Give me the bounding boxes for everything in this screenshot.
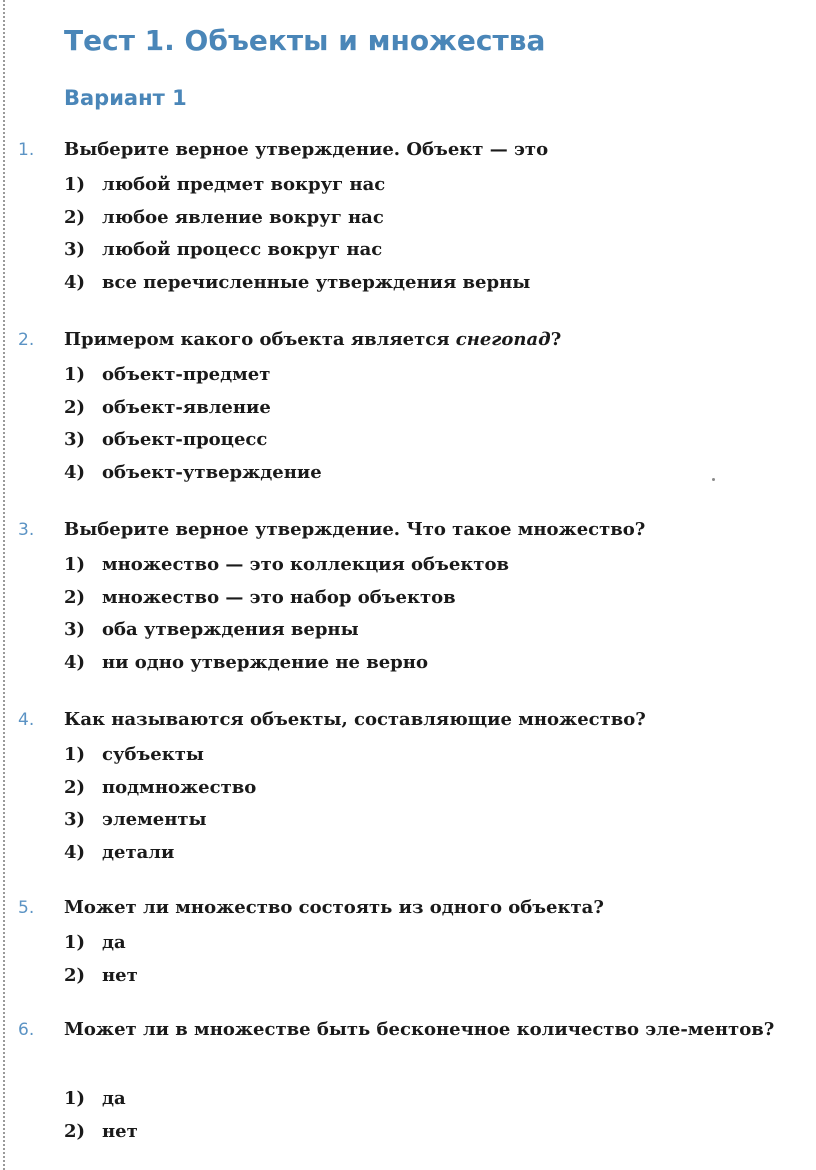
question-text: Может ли множество состоять из одного объекта? bbox=[64, 897, 604, 918]
option-number: 2) bbox=[64, 776, 86, 798]
option-text: множество — это набор объектов bbox=[102, 586, 456, 608]
answer-option[interactable] bbox=[64, 429, 322, 462]
option-number: 2) bbox=[64, 1120, 86, 1142]
scan-speck bbox=[712, 478, 715, 481]
answer-option[interactable] bbox=[64, 809, 256, 842]
option-number: 2) bbox=[64, 964, 86, 986]
question-text: Выберите верное утверждение. Что такое множество? bbox=[64, 519, 646, 540]
option-number: 1) bbox=[64, 554, 86, 575]
option-number: 3) bbox=[64, 429, 86, 450]
option-text: все перечисленные утверждения верны bbox=[102, 271, 531, 293]
answer-option[interactable] bbox=[64, 965, 138, 998]
option-number: 2) bbox=[64, 396, 86, 418]
option-text: любое явление вокруг нас bbox=[102, 206, 384, 228]
option-text: множество — это коллекция объектов bbox=[102, 554, 509, 575]
answer-options bbox=[64, 554, 509, 684]
option-text: ни одно утверждение не верно bbox=[102, 651, 428, 673]
answer-option[interactable] bbox=[64, 842, 256, 875]
answer-option[interactable] bbox=[64, 364, 322, 397]
option-number: 3) bbox=[64, 619, 86, 640]
option-text: объект-предмет bbox=[102, 364, 271, 385]
answer-option[interactable] bbox=[64, 462, 322, 495]
option-text: детали bbox=[102, 841, 175, 863]
option-text: субъекты bbox=[102, 744, 204, 765]
option-text: да bbox=[102, 932, 126, 953]
answer-option[interactable] bbox=[64, 744, 256, 777]
option-text: объект-утверждение bbox=[102, 461, 322, 483]
answer-options bbox=[64, 174, 530, 304]
answer-option[interactable] bbox=[64, 619, 509, 652]
page-edge-dotted-rule bbox=[3, 0, 5, 1170]
question-text: Примером какого объекта является снегопад? bbox=[64, 329, 562, 350]
answer-option[interactable] bbox=[64, 239, 530, 272]
answer-option[interactable] bbox=[64, 932, 138, 965]
answer-options bbox=[64, 932, 138, 997]
answer-option[interactable] bbox=[64, 587, 509, 620]
answer-option[interactable] bbox=[64, 207, 530, 240]
question-text: Может ли в множестве быть бесконечное количество эле-ментов? bbox=[64, 1019, 775, 1040]
option-text: любой процесс вокруг нас bbox=[102, 239, 383, 260]
option-text: оба утверждения верны bbox=[102, 619, 359, 640]
answer-option[interactable] bbox=[64, 777, 256, 810]
answer-option[interactable] bbox=[64, 652, 509, 685]
option-number: 2) bbox=[64, 586, 86, 608]
option-number: 4) bbox=[64, 841, 86, 863]
answer-option[interactable] bbox=[64, 1088, 138, 1121]
option-number: 1) bbox=[64, 744, 86, 765]
option-number: 2) bbox=[64, 206, 86, 228]
option-text: объект-явление bbox=[102, 396, 271, 418]
option-text: объект-процесс bbox=[102, 429, 268, 450]
variant-heading: Вариант 1 bbox=[64, 86, 187, 110]
answer-option[interactable] bbox=[64, 397, 322, 430]
answer-option[interactable] bbox=[64, 1121, 138, 1154]
option-text: элементы bbox=[102, 809, 207, 830]
answer-options bbox=[64, 1088, 138, 1153]
option-number: 1) bbox=[64, 932, 86, 953]
option-number: 3) bbox=[64, 809, 86, 830]
question-number: 1. bbox=[18, 140, 35, 160]
option-text: любой предмет вокруг нас bbox=[102, 174, 386, 195]
option-text: да bbox=[102, 1088, 126, 1109]
emphasized-term: снегопад bbox=[455, 329, 551, 350]
answer-options bbox=[64, 364, 322, 494]
question-number: 5. bbox=[18, 898, 35, 918]
question-number: 4. bbox=[18, 710, 35, 730]
answer-options bbox=[64, 744, 256, 874]
question-number: 6. bbox=[18, 1020, 35, 1040]
question-number: 2. bbox=[18, 330, 35, 350]
option-text: нет bbox=[102, 1120, 138, 1142]
answer-option[interactable] bbox=[64, 174, 530, 207]
answer-option[interactable] bbox=[64, 554, 509, 587]
test-title: Тест 1. Объекты и множества bbox=[64, 24, 546, 57]
question-text: Как называются объекты, составляющие множество? bbox=[64, 709, 646, 730]
answer-option[interactable] bbox=[64, 272, 530, 305]
option-number: 4) bbox=[64, 651, 86, 673]
question-text: Выберите верное утверждение. Объект — это bbox=[64, 139, 549, 160]
option-number: 4) bbox=[64, 271, 86, 293]
question-number: 3. bbox=[18, 520, 35, 540]
option-number: 1) bbox=[64, 1088, 86, 1109]
option-number: 1) bbox=[64, 364, 86, 385]
option-text: нет bbox=[102, 964, 138, 986]
option-number: 4) bbox=[64, 461, 86, 483]
option-number: 3) bbox=[64, 239, 86, 260]
option-text: подмножество bbox=[102, 776, 257, 798]
option-number: 1) bbox=[64, 174, 86, 195]
